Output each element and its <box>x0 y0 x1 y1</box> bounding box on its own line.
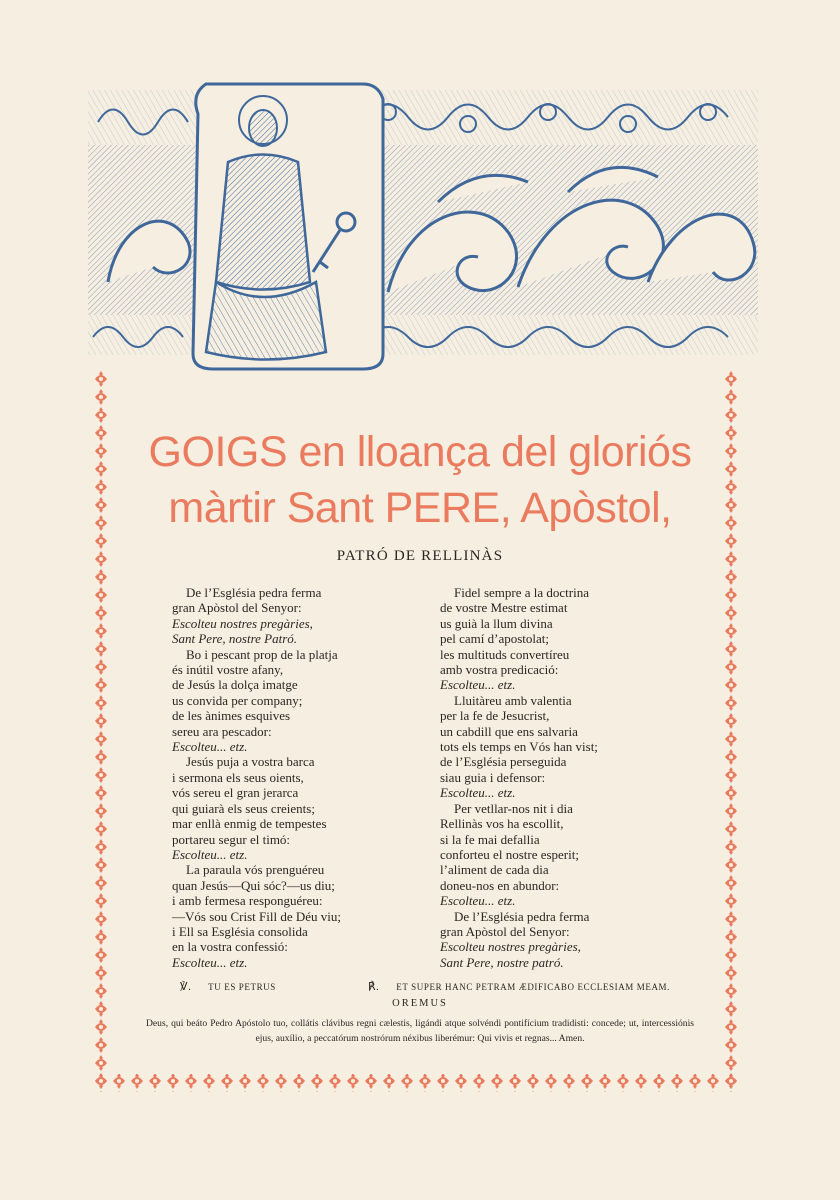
verse-line: sereu ara pescador: <box>172 723 272 739</box>
verse-line: Escolteu... etz. <box>172 846 248 862</box>
subtitle: PATRÓ DE RELLINÀS <box>336 548 504 564</box>
verse-line: Escolteu... etz. <box>440 893 516 909</box>
verse-line: i Ell sa Església consolida <box>172 923 308 939</box>
verse-line: Escolteu... etz. <box>172 739 248 755</box>
verse-line: qui guiarà els seus creients; <box>172 800 315 816</box>
verse-line: les multituds convertíreu <box>440 646 570 662</box>
verse-line: de les ànimes esquives <box>172 708 291 724</box>
verse-line: és inútil vostre afany, <box>172 662 284 678</box>
response-symbol: ℟. <box>367 981 380 993</box>
verse-line: De l’Església pedra ferma <box>186 585 322 600</box>
verse-line: de vostre Mestre estimat <box>440 600 568 616</box>
verse-line: i sermona els seus oients, <box>172 769 304 785</box>
verse-line: vós sereu el gran jerarca <box>172 785 299 801</box>
verse-line: un cabdill que ens salvaria <box>440 723 578 739</box>
verse-line: conforteu el nostre esperit; <box>440 846 579 862</box>
verse-line: Sant Pere, nostre patró. <box>440 954 564 970</box>
verse-line: Escolteu nostres pregàries, <box>440 939 581 955</box>
verse-line: gran Apòstol del Senyor: <box>440 923 570 939</box>
page-title <box>120 424 720 536</box>
verse-line: quan Jesús—Qui sóc?—us diu; <box>172 877 335 893</box>
response <box>368 980 670 993</box>
verse-line: Lluitàreu amb valentia <box>454 692 572 708</box>
verse-line: de l’Església perseguida <box>440 754 567 770</box>
verse-line: La paraula vós prenguéreu <box>186 862 325 878</box>
verse-line: i amb fermesa responguéreu: <box>172 893 323 909</box>
verse-line: gran Apòstol del Senyor: <box>172 600 302 616</box>
verse-line: Bo i pescant prop de la platja <box>186 646 338 662</box>
verse-line: amb vostra predicació: <box>440 662 559 678</box>
verse-line: siau guia i defensor: <box>440 769 546 785</box>
versicle-line <box>180 980 670 993</box>
title-line-1: GOIGS en lloança del gloriós <box>148 428 692 476</box>
verse-line: Escolteu... etz. <box>440 785 516 801</box>
verse-line: pel camí d’apostolat; <box>440 631 550 647</box>
verse-line: Jesús puja a vostra barca <box>186 754 315 770</box>
verse-line: en la vostra confessió: <box>172 939 288 955</box>
verse-line: De l’Església pedra ferma <box>454 908 590 924</box>
verse-line: per la fe de Jesucrist, <box>440 708 550 724</box>
versicle-symbol: ℣. <box>180 981 192 993</box>
verse-line: us convida per company; <box>172 692 303 708</box>
verse-line: Per vetllar-nos nit i dia <box>454 800 573 816</box>
oremus-heading: OREMUS <box>392 998 448 1009</box>
verse-line: Rellinàs vos ha escollit, <box>440 816 564 832</box>
verse-line: doneu-nos en abundor: <box>440 877 560 893</box>
verses-left-column <box>172 585 422 970</box>
saint-peter-figure <box>193 84 383 369</box>
verse-line: —Vós sou Crist Fill de Déu viu; <box>172 908 342 924</box>
verse-line: tots els temps en Vós han vist; <box>440 739 598 755</box>
bottom-ornament-band <box>88 315 758 355</box>
title-line-2: màrtir Sant PERE, Apòstol, <box>168 484 672 532</box>
verse-line: portareu segur el timó: <box>172 831 291 847</box>
verse-line: Escolteu... etz. <box>172 954 248 970</box>
oremus-prayer: Deus, qui beáto Pedro Apóstolo tuo, collátis clávibus regni cælestis, ligándi atque solvéndi pontifícium tradidisti: concede; ut, intercessiónis ejus, auxílio, a peccatórum nostrórum néxibus liberémur: Qui vivis et regnas... Amen. <box>146 1018 694 1044</box>
verse-line: de Jesús la dolça imatge <box>172 677 298 693</box>
versicle-text: TU ES PETRUS <box>208 982 276 992</box>
verse-line: mar enllà enmig de tempestes <box>172 816 327 832</box>
verse-line: l’aliment de cada dia <box>440 862 549 878</box>
header-engraving <box>88 72 758 372</box>
verses-right-column <box>440 585 690 970</box>
verse-line: Fidel sempre a la doctrina <box>454 585 590 600</box>
verse-line: us guià la llum divina <box>440 615 553 631</box>
verse-line: si la fe mai defallia <box>440 831 540 847</box>
verse-line: Escolteu... etz. <box>440 677 516 693</box>
top-ornament-band <box>88 90 758 145</box>
verse-line: Sant Pere, nostre Patró. <box>172 631 298 647</box>
response-text: ET SUPER HANC PETRAM ÆDIFICABO ECCLESIAM MEAM. <box>396 982 670 992</box>
versicle <box>180 980 276 993</box>
verse-line: Escolteu nostres pregàries, <box>172 615 313 631</box>
